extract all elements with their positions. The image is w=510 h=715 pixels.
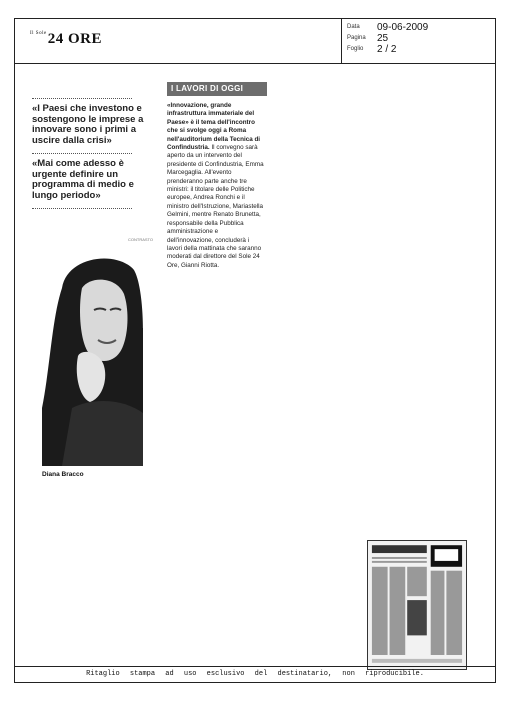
meta-label: Foglio xyxy=(347,46,364,52)
photo-caption: Diana Bracco xyxy=(42,471,84,478)
page-thumbnail xyxy=(367,540,467,670)
footer-notice: Ritaglio stampa ad uso esclusivo del destinatario, non riproducibile. xyxy=(14,666,496,683)
pull-quote: «Mai come adesso è urgente definire un programma di medio e lungo periodo» xyxy=(32,158,134,201)
logo-text: 24 ORE xyxy=(47,31,102,47)
sidebar-box xyxy=(167,82,267,312)
portrait-photo xyxy=(42,248,143,466)
logo-small-text: Il Sole xyxy=(30,31,47,36)
photo-credit: CONTRASTO xyxy=(128,237,154,242)
quote-rule xyxy=(32,98,132,99)
meta-row-date xyxy=(347,22,487,33)
pull-quote: «I Paesi che investono e sostengono le imprese a innovare sono i primi a uscire dalla crisi» xyxy=(32,103,144,146)
meta-label: Data xyxy=(347,24,360,30)
article-lead: «Innovazione, grande infrastruttura immateriale del Paese» è il tema dell'incontro che si svolge oggi a Roma nell'auditorium della Tecnica di Confindustria. xyxy=(167,102,261,152)
quote-rule xyxy=(32,153,132,154)
meta-row-sheet xyxy=(347,44,487,55)
article-body: Il convegno sarà aperto da un intervento del presidente di Confindustria, Emma Marcegaglia. All'evento prenderanno parte anche tre ministri: il titolare delle Politiche europee, Andrea Ronchi e il ministro dell'Istruzione, Mariastella Gelmini, mentre Renato Brunetta, responsabile della Pubblica amministrazione e dell'innovazione, concluderà i lavori della mattinata che saranno moderati dal direttore del Sole 24 Ore, Gianni Riotta. xyxy=(167,144,264,269)
meta-value: 2 / 2 xyxy=(377,44,397,55)
sidebar-article xyxy=(167,102,265,270)
header-divider xyxy=(341,18,342,63)
quote-rule xyxy=(32,208,132,209)
meta-block xyxy=(347,22,487,55)
meta-row-page xyxy=(347,33,487,44)
meta-value: 09-06-2009 xyxy=(377,22,429,33)
meta-value: 25 xyxy=(377,33,389,44)
newspaper-logo xyxy=(30,31,102,48)
meta-label: Pagina xyxy=(347,35,366,41)
header xyxy=(14,18,496,64)
sidebar-tag: I LAVORI DI OGGI xyxy=(167,82,267,96)
